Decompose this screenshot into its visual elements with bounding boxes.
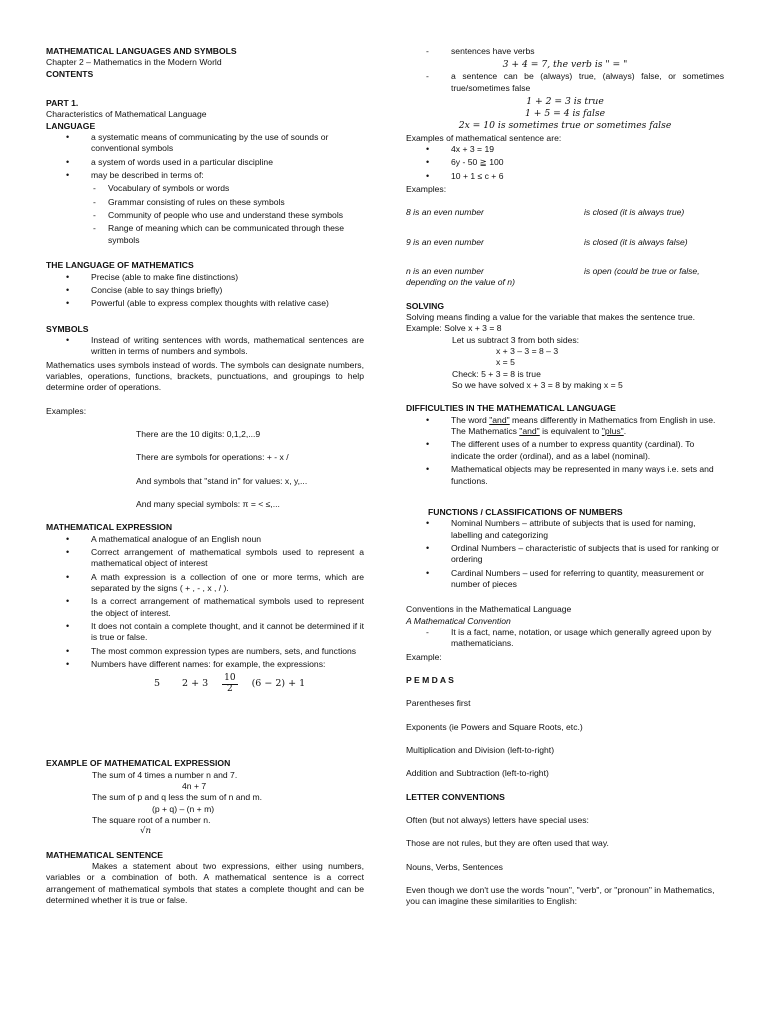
- letter-conventions-heading: LETTER CONVENTIONS: [406, 791, 505, 802]
- conventions-subheading: A Mathematical Convention: [406, 615, 511, 626]
- pemdas-item: Exponents (ie Powers and Square Roots, etc.): [406, 721, 583, 732]
- fraction: [222, 674, 237, 694]
- list-item: • Powerful (able to express complex thoughts with relative case): [46, 298, 364, 309]
- open-example-sentence: n is an even number: [406, 266, 484, 276]
- math-line: 1 + 5 = 4 is false: [524, 108, 606, 120]
- expression-list: [46, 534, 364, 671]
- list-item: • It does not contain a complete thought, and it cannot be determined if it is true or false.: [46, 621, 364, 644]
- difficulties-list: [406, 415, 724, 487]
- list-item: - sentences have verbs: [406, 46, 724, 57]
- example-line: There are the 10 digits: 0,1,2,...9: [136, 428, 261, 439]
- functions-list: [406, 518, 724, 590]
- sentence-heading: MATHEMATICAL SENTENCE: [46, 849, 163, 860]
- list-item: • Is a correct arrangement of mathematical symbols used to represent the object of interest.: [46, 596, 364, 619]
- list-item: - It is a fact, name, notation, or usage which generally agreed upon by mathematicians.: [406, 627, 724, 650]
- part-label: PART 1.: [46, 98, 79, 109]
- difficulties-heading: DIFFICULTIES IN THE MATHEMATICAL LANGUAGE: [406, 403, 616, 414]
- expression-examples: [46, 674, 364, 694]
- list-item: • The different uses of a number to express quantity (cardinal). To indicate the order (ordinal), and as a label (nominal).: [406, 439, 724, 462]
- list-item: • The most common expression types are numbers, sets, and functions: [46, 646, 364, 657]
- expression-heading: MATHEMATICAL EXPRESSION: [46, 522, 173, 533]
- closed-example-sentence: 9 is an even number: [406, 236, 484, 247]
- expression: 5: [154, 678, 161, 690]
- underlined-word: "and": [489, 414, 510, 425]
- closed-example-row: [406, 237, 724, 248]
- text-segment: is equivalent to: [539, 426, 602, 437]
- language-sub-list: [66, 183, 364, 246]
- conventions-list: [406, 627, 724, 650]
- lom-heading: THE LANGUAGE OF MATHEMATICS: [46, 260, 194, 271]
- list-item: • A math expression is a collection of one or more terms, which are separated by the signs ( + , - , x , / ).: [46, 572, 364, 595]
- list-item: • a systematic means of communicating by the use of sounds or conventional symbols: [46, 132, 364, 155]
- language-list: [46, 132, 364, 181]
- letter-line: Those are not rules, but they are often used that way.: [406, 838, 609, 849]
- list-item: • Precise (able to make fine distinctions): [46, 272, 364, 283]
- document-title: MATHEMATICAL LANGUAGES AND SYMBOLS: [46, 46, 237, 56]
- sentence-paragraph: Makes a statement about two expressions, either using numbers, variables or a combination of both. A mathematical sentence is a correct arrangement of mathematical symbols that states a complete thought and can be determined whether it is true or false.: [46, 861, 364, 906]
- examples-label: Examples:: [46, 405, 87, 416]
- example-line: And symbols that "stand in" for values: x, y,...: [136, 475, 308, 486]
- language-heading: LANGUAGE: [46, 120, 96, 131]
- solving-step: x = 5: [496, 357, 515, 368]
- solving-step: Check: 5 + 3 = 8 is true: [452, 368, 541, 379]
- conventions-heading: Conventions in the Mathematical Language: [406, 604, 572, 615]
- expression-math: (p + q) – (n + m): [152, 803, 215, 814]
- symbols-heading: SYMBOLS: [46, 323, 89, 334]
- letter-line: Even though we don't use the words "noun", "verb", or "pronoun" in Mathematics, you can imagine these similarities to English:: [406, 885, 715, 907]
- list-item: • Mathematical objects may be represented in many ways i.e. sets and functions.: [406, 464, 724, 487]
- solving-step: x + 3 – 3 = 8 – 3: [496, 346, 559, 357]
- text-segment: means differently in Mathematics from English in use. The Mathematics: [451, 414, 716, 437]
- text-segment: The word: [451, 414, 490, 425]
- contents-heading: CONTENTS: [46, 68, 94, 79]
- right-column: [406, 46, 724, 908]
- math-line: 3 + 4 = 7, the verb is " = ": [502, 59, 628, 71]
- sentence-properties-2: [406, 71, 724, 94]
- expression-description: The sum of 4 times a number n and 7.: [92, 769, 238, 780]
- symbols-list: [46, 335, 364, 358]
- lom-list: [46, 272, 364, 310]
- solving-step: Let us subtract 3 from both sides:: [452, 334, 580, 345]
- example-line: There are symbols for operations: + - x /: [136, 452, 289, 463]
- closed-example-result: is closed (it is always false): [584, 236, 688, 247]
- list-item: • Ordinal Numbers – characteristic of subjects that is used for ranking or ordering: [406, 543, 724, 566]
- expression: 2 + 3: [182, 678, 209, 690]
- text-segment: .: [623, 426, 627, 437]
- expression-math: √n: [140, 826, 152, 837]
- list-item: - Vocabulary of symbols or words: [66, 183, 364, 194]
- letter-line: Nouns, Verbs, Sentences: [406, 861, 503, 872]
- solving-heading: SOLVING: [406, 300, 445, 311]
- math-line: 1 + 2 = 3 is true: [526, 96, 604, 108]
- pemdas-item: Multiplication and Division (left-to-right): [406, 745, 555, 755]
- underlined-word: "and": [519, 426, 540, 437]
- math-line: 2x = 10 is sometimes true or sometimes false: [458, 120, 672, 132]
- list-item: - a sentence can be (always) true, (always) false, or sometimes true/sometimes false: [406, 71, 724, 94]
- symbols-paragraph: Mathematics uses symbols instead of words. The symbols can designate numbers, variables, operations, functions, brackets, punctuations, and groupings to help determine order of operations.: [46, 359, 364, 393]
- list-item: - Range of meaning which can be communicated through these symbols: [66, 223, 364, 246]
- fraction-denominator: 2: [227, 683, 233, 694]
- list-item: • A mathematical analogue of an English noun: [46, 534, 364, 545]
- examples-sentence-label: Examples of mathematical sentence are:: [406, 132, 562, 143]
- list-item: • Nominal Numbers – attribute of subjects that is used for naming, labelling and categorizing: [406, 518, 724, 541]
- solving-example: Example: Solve x + 3 = 8: [406, 323, 502, 334]
- open-example-result: is open (could be true or false,: [584, 266, 700, 276]
- pemdas-item: Parentheses first: [406, 698, 471, 709]
- list-item: - Community of people who use and understand these symbols: [66, 210, 364, 221]
- list-item: • 4x + 3 = 19: [406, 144, 724, 155]
- open-example-continuation: depending on the value of n): [406, 277, 515, 288]
- pemdas-heading: P E M D A S: [406, 674, 454, 685]
- list-item: • 6y - 50 ≧ 100: [406, 157, 724, 168]
- solving-paragraph: Solving means finding a value for the variable that makes the sentence true.: [406, 312, 696, 323]
- list-item: • Concise (able to say things briefly): [46, 285, 364, 296]
- expression-description: The sum of p and q less the sum of n and m.: [92, 792, 263, 803]
- expression: (6 − 2) + 1: [251, 678, 306, 690]
- letter-line: Often (but not always) letters have special uses:: [406, 815, 589, 826]
- list-item: • Correct arrangement of mathematical symbols used to represent a mathematical object of interest: [46, 547, 364, 570]
- example-label: Example:: [406, 651, 442, 662]
- pemdas-item: Addition and Subtraction (left-to-right): [406, 768, 549, 779]
- list-item: - Grammar consisting of rules on these symbols: [66, 197, 364, 208]
- list-item: • a system of words used in a particular discipline: [46, 157, 364, 168]
- functions-heading: FUNCTIONS / CLASSIFICATIONS OF NUMBERS: [428, 506, 623, 517]
- closed-example-result: is closed (it is always true): [584, 207, 685, 218]
- example-line: And many special symbols: π = < ≤,...: [136, 498, 280, 509]
- example-sentences-list: [406, 144, 724, 182]
- list-item: • Cardinal Numbers – used for referring to quantity, measurement or number of pieces: [406, 568, 724, 591]
- closed-example-row: [406, 207, 724, 218]
- list-item: • Instead of writing sentences with words, mathematical sentences are written in terms of numbers and symbols.: [46, 335, 364, 358]
- solving-step: So we have solved x + 3 = 8 by making x = 5: [452, 380, 623, 391]
- list-item: [406, 415, 724, 438]
- part-title: Characteristics of Mathematical Language: [46, 109, 207, 120]
- closed-example-sentence: 8 is an even number: [406, 207, 484, 218]
- expression-description: The square root of a number n.: [92, 815, 211, 826]
- open-example-row: [406, 266, 724, 277]
- fraction-numerator: 10: [224, 673, 236, 684]
- examples-label: Examples:: [406, 183, 447, 194]
- sentence-properties: [406, 46, 724, 57]
- chapter-line: Chapter 2 – Mathematics in the Modern World: [46, 57, 222, 68]
- list-item: • Numbers have different names: for example, the expressions:: [46, 659, 364, 670]
- left-column: [46, 46, 364, 906]
- example-expression-heading: EXAMPLE OF MATHEMATICAL EXPRESSION: [46, 758, 231, 769]
- list-item: • 10 + 1 ≤ c + 6: [406, 171, 724, 182]
- underlined-word: "plus": [601, 426, 624, 437]
- list-item: • may be described in terms of:: [46, 170, 364, 181]
- expression-math: 4n + 7: [182, 781, 207, 791]
